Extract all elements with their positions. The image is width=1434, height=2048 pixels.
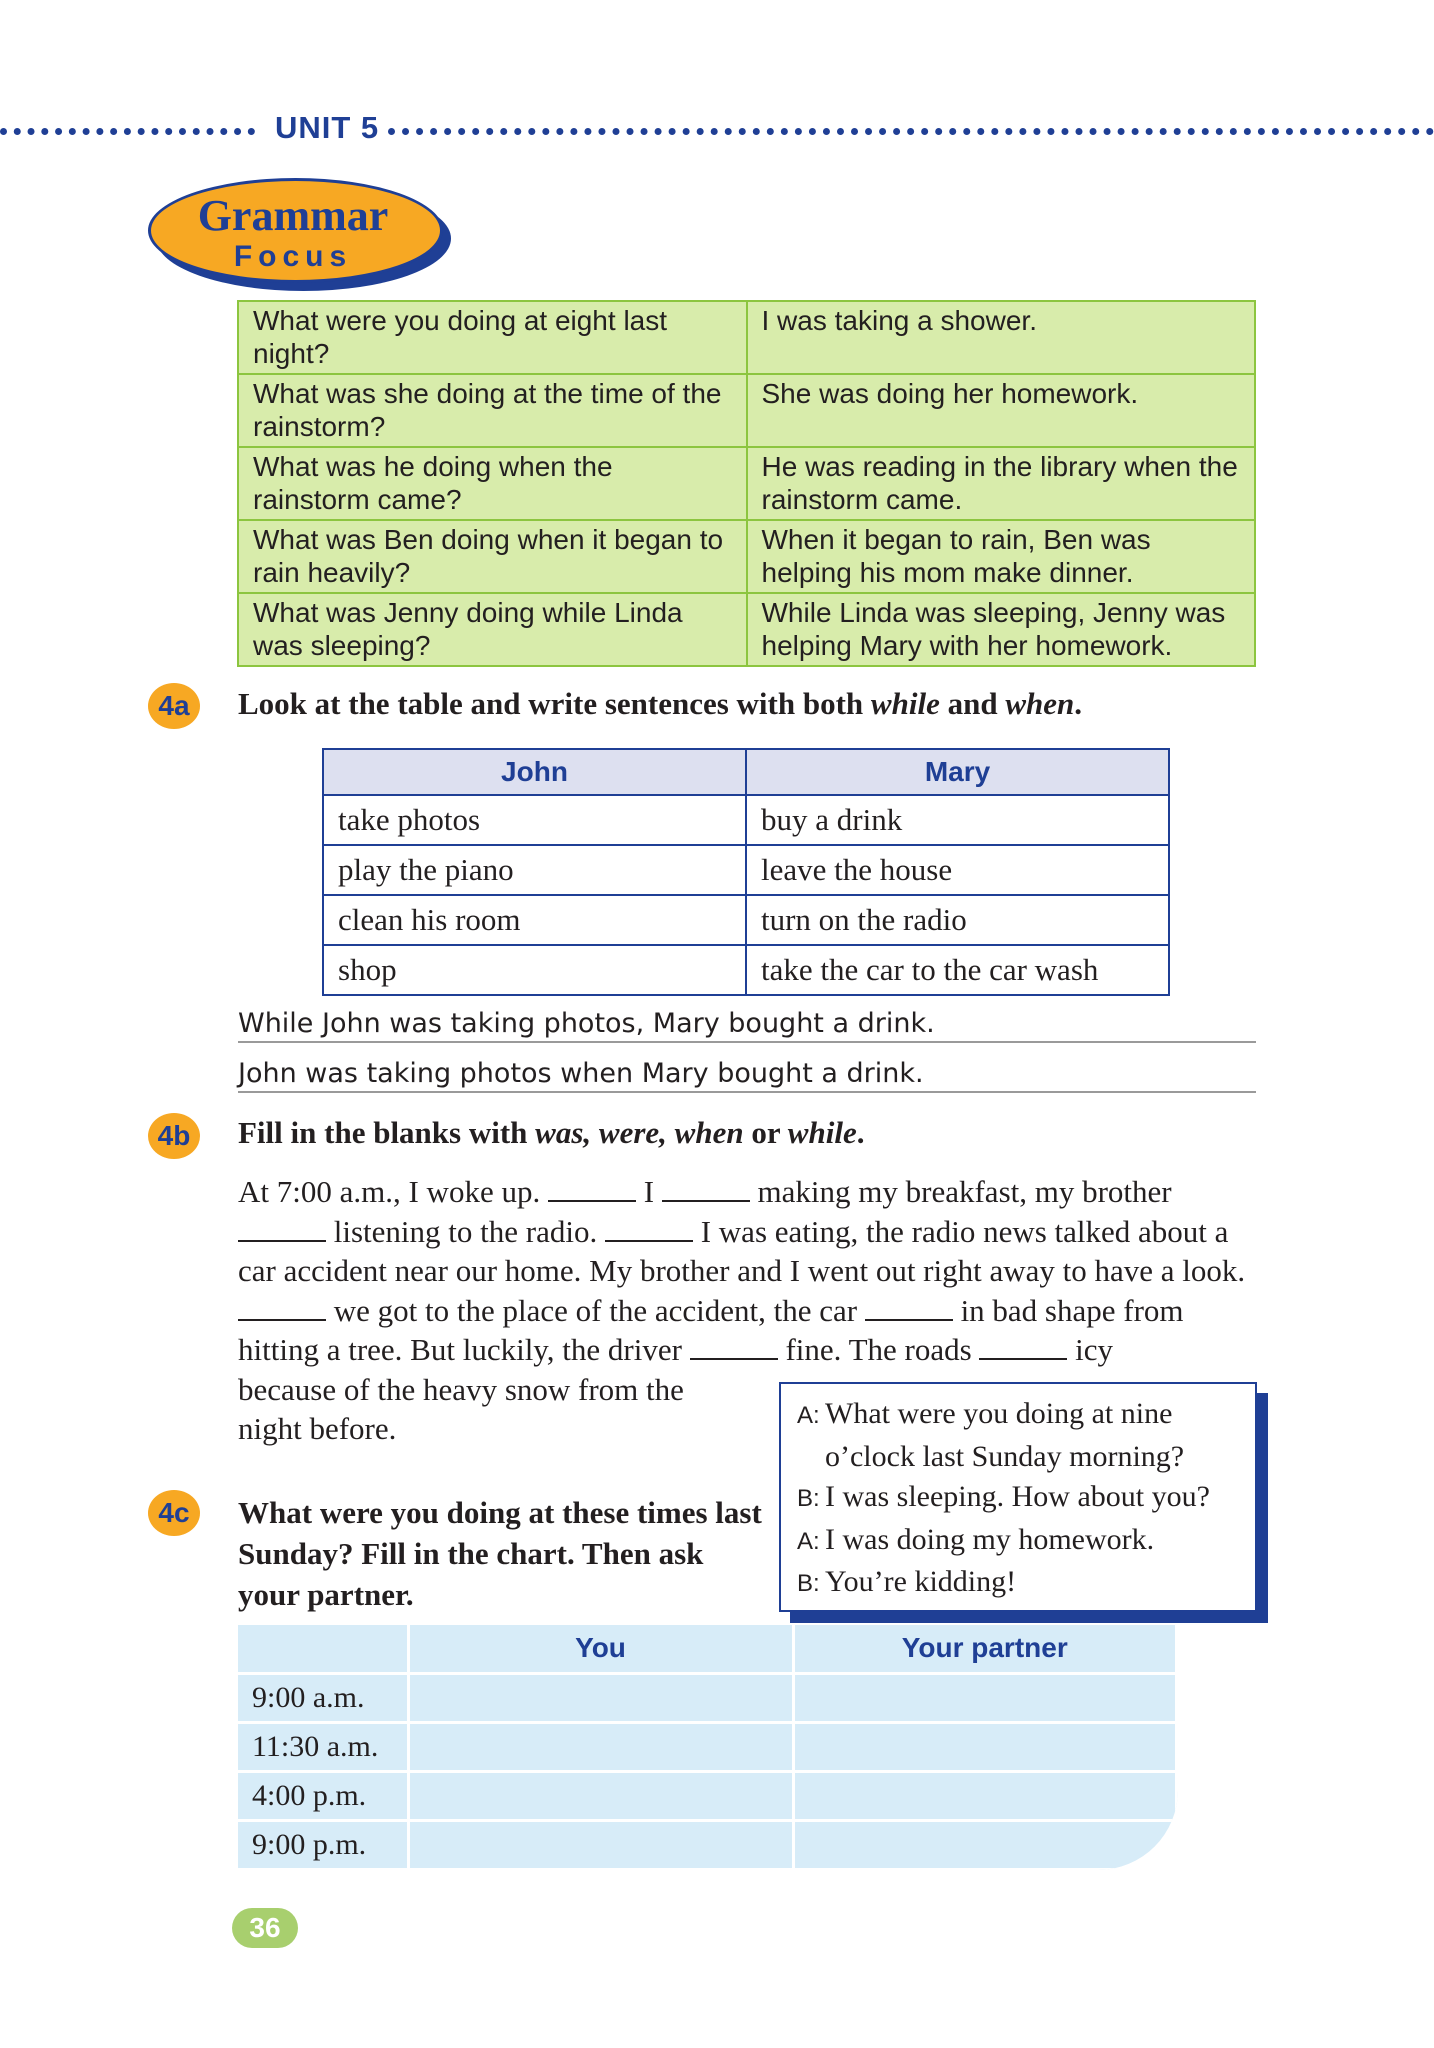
partner-chart <box>238 1625 1178 1870</box>
conversation-text: I was sleeping. How about you? <box>825 1480 1210 1513</box>
time-cell: 11:30 a.m. <box>238 1722 408 1771</box>
example-sentence-2: John was taking photos when Mary bought a drink. <box>238 1058 1256 1093</box>
time-cell: 9:00 p.m. <box>238 1820 408 1869</box>
chart-row <box>238 1771 1177 1820</box>
keywords: was, were, when <box>535 1115 744 1150</box>
chart-header-row <box>238 1625 1177 1673</box>
keyword-when: when <box>1005 686 1075 721</box>
instruction-4b <box>238 1115 864 1151</box>
conversation-line <box>797 1520 1255 1563</box>
mary-cell: take the car to the car wash <box>746 945 1169 995</box>
partner-answer-cell[interactable] <box>793 1673 1177 1722</box>
speaker-label: A: <box>797 1402 820 1429</box>
grammar-focus-badge <box>148 178 451 293</box>
you-answer-cell[interactable] <box>408 1820 793 1869</box>
passage-text: we got to the place of the accident, the car <box>326 1292 865 1328</box>
blank-3[interactable] <box>238 1216 326 1242</box>
answer-cell: She was doing her homework. <box>747 374 1256 447</box>
question-cell: What was he doing when the rainstorm came? <box>238 447 747 520</box>
conversation-text: I was doing my homework. <box>825 1522 1155 1556</box>
mary-cell: leave the house <box>746 845 1169 895</box>
unit-label: UNIT 5 <box>275 110 380 145</box>
table-row <box>238 520 1255 593</box>
unit-header <box>0 110 1434 150</box>
column-header-john: John <box>323 749 746 795</box>
passage-line: night before. <box>238 1411 397 1446</box>
question-cell: What were you doing at eight last night? <box>238 301 747 374</box>
passage-text: I was eating, the radio news talked about a car accident near our home. My brother and I went out right away to have a look. <box>238 1213 1246 1288</box>
you-answer-cell[interactable] <box>408 1673 793 1722</box>
passage-text: I <box>635 1174 662 1209</box>
grammar-focus-table <box>237 300 1256 667</box>
section-marker-4b: 4b <box>148 1113 200 1159</box>
mary-cell: buy a drink <box>746 795 1169 845</box>
section-marker-4c: 4c <box>148 1490 200 1536</box>
table-row <box>238 593 1255 666</box>
partner-chart-table <box>238 1625 1178 1870</box>
passage-text: in bad shape from hitting a tree. But luckily, the driver <box>238 1292 1184 1367</box>
speaker-label: A: <box>797 1527 820 1555</box>
table-header-row <box>323 749 1169 795</box>
you-answer-cell[interactable] <box>408 1722 793 1771</box>
blank-1[interactable] <box>548 1176 636 1202</box>
passage-main <box>238 1172 1258 1370</box>
blank-6[interactable] <box>865 1295 953 1321</box>
conversation-line <box>797 1437 1255 1478</box>
table-row <box>238 447 1255 520</box>
question-cell: What was she doing at the time of the rainstorm? <box>238 374 747 447</box>
column-header-partner: Your partner <box>793 1625 1177 1673</box>
instruction-text: . <box>1074 686 1082 721</box>
blank-4[interactable] <box>605 1216 693 1242</box>
partner-answer-cell[interactable] <box>793 1771 1177 1820</box>
instruction-4c: What were you doing at these times last Sunday? Fill in the chart. Then ask your partner. <box>238 1495 762 1612</box>
blank-8[interactable] <box>979 1334 1067 1360</box>
instruction-4a <box>238 686 1082 722</box>
page-number: 36 <box>232 1908 298 1948</box>
you-answer-cell[interactable] <box>408 1771 793 1820</box>
chart-row <box>238 1820 1177 1869</box>
answer-cell: I was taking a shower. <box>747 301 1256 374</box>
answer-cell: While Linda was sleeping, Jenny was helping Mary with her homework. <box>747 593 1256 666</box>
time-cell: 4:00 p.m. <box>238 1771 408 1820</box>
passage-text: At 7:00 a.m., I woke up. <box>238 1174 548 1209</box>
instruction-text: or <box>743 1115 788 1150</box>
partner-answer-cell[interactable] <box>793 1722 1177 1771</box>
blank-2[interactable] <box>662 1176 750 1202</box>
answer-cell: When it began to rain, Ben was helping his mom make dinner. <box>747 520 1256 593</box>
chart-row <box>238 1673 1177 1722</box>
speaker-label: B: <box>797 1570 820 1597</box>
keyword-while: while <box>870 686 940 721</box>
blank-7[interactable] <box>690 1334 778 1360</box>
question-cell: What was Ben doing when it began to rain heavily? <box>238 520 747 593</box>
john-cell: take photos <box>323 795 746 845</box>
corner-header <box>238 1625 408 1673</box>
instruction-text: and <box>939 686 1006 721</box>
table-row <box>323 845 1169 895</box>
column-header-mary: Mary <box>746 749 1169 795</box>
blank-5[interactable] <box>238 1295 326 1321</box>
chart-row <box>238 1722 1177 1771</box>
john-mary-table <box>322 748 1170 996</box>
conversation-text: o’clock last Sunday morning? <box>825 1439 1185 1473</box>
john-cell: shop <box>323 945 746 995</box>
answer-cell: He was reading in the library when the rainstorm came. <box>747 447 1256 520</box>
john-cell: play the piano <box>323 845 746 895</box>
passage-text: listening to the radio. <box>326 1213 605 1249</box>
instruction-text: Fill in the blanks with <box>238 1115 536 1150</box>
passage-line: because of the heavy snow from the <box>238 1371 684 1407</box>
section-marker-4a: 4a <box>148 683 200 729</box>
mary-cell: turn on the radio <box>746 895 1169 945</box>
speaker-label: B: <box>797 1485 820 1512</box>
conversation-box <box>779 1382 1257 1612</box>
table-row <box>323 945 1169 995</box>
badge-title: Grammar <box>197 191 389 240</box>
dotted-rule-right <box>388 128 1434 135</box>
instruction-text: Look at the table and write sentences with both <box>238 686 871 721</box>
column-header-you: You <box>408 1625 793 1673</box>
conversation-line <box>797 1477 1255 1520</box>
partner-answer-cell[interactable] <box>793 1820 1177 1869</box>
table-row <box>238 301 1255 374</box>
keyword-while: while <box>787 1115 857 1150</box>
dotted-rule-left <box>0 128 255 135</box>
time-cell: 9:00 a.m. <box>238 1673 408 1722</box>
conversation-line <box>797 1394 1255 1437</box>
conversation-line <box>797 1562 1255 1605</box>
conversation-text: What were you doing at nine <box>825 1397 1173 1430</box>
passage-text: icy <box>1067 1332 1114 1367</box>
passage-text: fine. The roads <box>777 1332 980 1367</box>
passage-text: making my breakfast, my brother <box>749 1174 1172 1209</box>
john-cell: clean his room <box>323 895 746 945</box>
question-cell: What was Jenny doing while Linda was sleeping? <box>238 593 747 666</box>
badge-subtitle: Focus <box>233 240 353 273</box>
instruction-text: . <box>856 1115 865 1150</box>
conversation-text: You’re kidding! <box>825 1565 1017 1598</box>
table-row <box>323 795 1169 845</box>
table-row <box>323 895 1169 945</box>
example-sentence-1: While John was taking photos, Mary bought a drink. <box>238 1008 1256 1043</box>
table-row <box>238 374 1255 447</box>
